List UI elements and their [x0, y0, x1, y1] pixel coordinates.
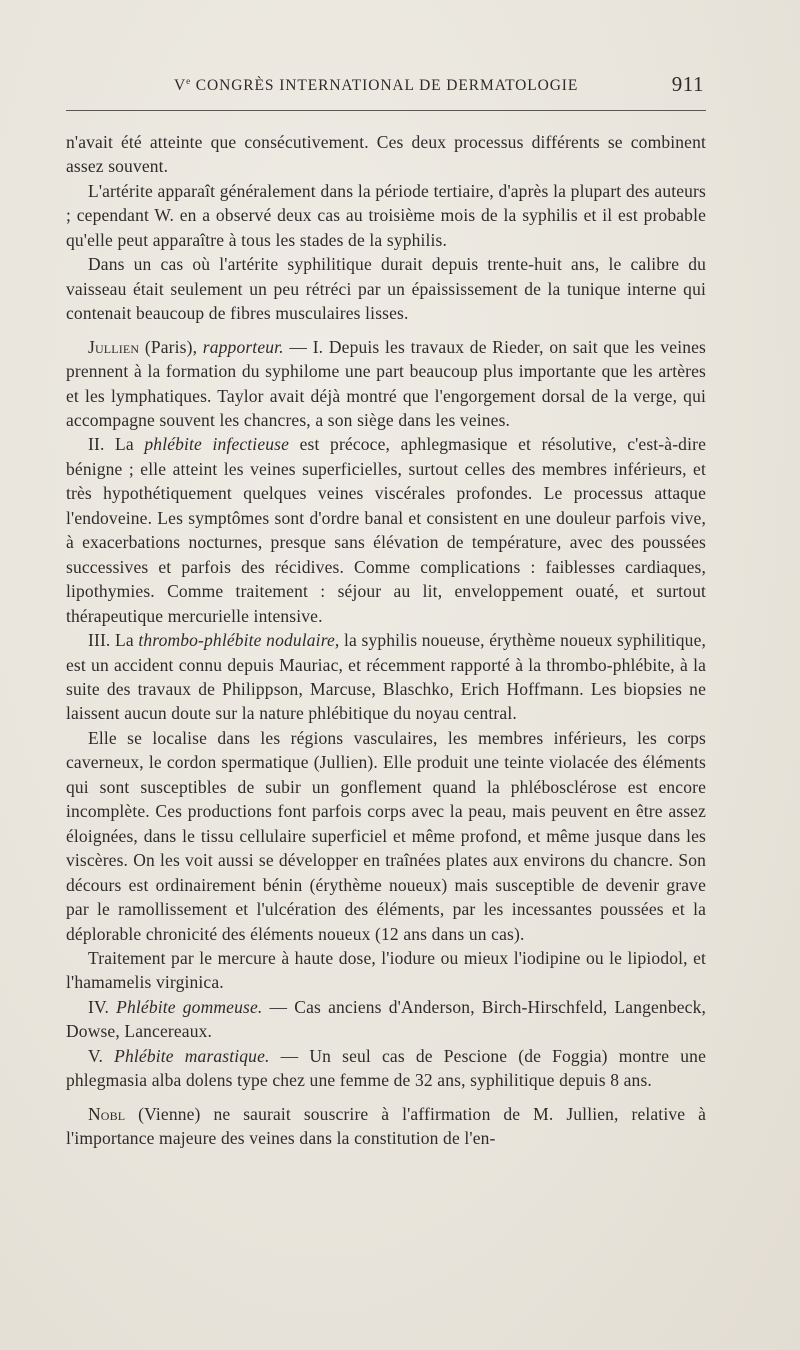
section-number: II. La — [88, 434, 145, 455]
section-number: III. La — [88, 630, 139, 651]
paragraph: Elle se localise dans les régions vasculaires, les membres inférieurs, les corps caverneux, le cordon spermatique (Jullien). Elle produit une teinte violacée des éléments qui sont susceptibles de subir un gonflement quand la phlébosclérose est encore incomplète. Ces productions font parfois corps avec la peau, mais peuvent en être assez éloignées, dans le tissu cellulaire superficiel et même profond, et même jusque dans les viscères. On les voit aussi se développer en traînées plates aux environs du chancre. Son décours est ordinairement bénin (érythème noueux) mais susceptible de devenir grave par le ramollissement et l'ulcération des éléments, par les incessantes poussées et la déplorable chronicité des éléments noueux (12 ans dans un cas). — [66, 727, 706, 944]
section-number: V. — [88, 1045, 115, 1066]
paragraph-text: la syphilis noueuse, érythème noueux syphilitique, est un accident connu depuis Mauriac, et récemment rapporté à la thrombo-phlébite, à la suite des travaux de Philippson, Marcuse, Blaschko, Erich Hoffmann. Les biopsies ne laissent aucun doute sur la nature phlébitique du noyau central. — [66, 630, 707, 724]
section-term: thrombo-phlébite nodulaire, — [138, 630, 340, 651]
page-number: 911 — [671, 72, 704, 96]
section-term: Phlébite marastique. — [114, 1045, 270, 1066]
paragraph: n'avait été atteinte que consécutivement. Ces deux processus différents se combinent assez souvent. — [66, 132, 706, 177]
paragraph: L'artérite apparaît généralement dans la période tertiaire, d'après la plupart des auteurs ; cependant W. en a observé deux cas au troisième mois de la syphilis et il est probable qu'elle peut apparaître à tous les stades de la syphilis. — [66, 180, 706, 250]
author-name: Jullien — [88, 336, 140, 357]
paragraph — [66, 432, 706, 628]
author-place: (Paris), — [139, 336, 203, 357]
paragraph-text: est précoce, aphlegmasique et résolutive, c'est-à-dire bénigne ; elle atteint les veines superficielles, surtout celles des membres inférieurs, et très hypothétiquement quelques veines viscérales profondes. Le processus attaque l'endoveine. Les symptômes sont d'ordre banal et consistent en une douleur parfois vive, à exacerbations nocturnes, presque sans élévation de température, avec des poussées successives et parfois des récidives. Comme complications : faiblesses cardiaques, lipothymies. Comme traitement : séjour au lit, enveloppement ouaté, et surtout thérapeutique mercurielle intensive. — [66, 434, 706, 626]
paragraph — [66, 1102, 706, 1151]
paragraph — [66, 1044, 706, 1093]
paragraph-text: — Un seul cas de Pescione (de Foggia) montre une phlegmasia alba dolens type chez une femme de 32 ans, syphilitique depuis 8 ans. — [66, 1045, 706, 1091]
title-superscript: e — [186, 76, 191, 86]
paragraph: Traitement par le mercure à haute dose, l'iodure ou mieux l'iodipine ou le lipiodol, et l'hamamelis virginica. — [66, 947, 706, 993]
section-term: Phlébite gommeuse. — [116, 996, 263, 1017]
running-title — [174, 76, 578, 95]
paragraph — [66, 995, 706, 1044]
body-text — [66, 130, 706, 1151]
paragraph-text: (Vienne) ne saurait souscrire à l'affirmation de M. Jullien, relative à l'importance majeure des veines dans la constitution de l'en- — [66, 1103, 706, 1149]
title-prefix: V — [174, 77, 187, 95]
paragraph-text: — I. Depuis les travaux de Rieder, on sait que les veines prennent à la formation du syphilome une part beaucoup plus importante que les artères et les lymphatiques. Taylor avait déjà montré que l'engorgement dorsal de la verge, qui accompagne souvent les chancres, a son siège dans les veines. — [66, 336, 706, 430]
paragraph-text: — Cas anciens d'Anderson, Birch-Hirschfeld, Langenbeck, Dowse, Lancereaux. — [66, 996, 706, 1042]
header-rule — [66, 110, 706, 111]
section-term: phlébite infectieuse — [144, 434, 290, 455]
running-header — [66, 70, 706, 104]
author-name: Nobl — [88, 1103, 126, 1124]
paragraph — [66, 628, 706, 726]
paragraph — [66, 335, 706, 433]
section-number: IV. — [88, 996, 117, 1017]
paragraph: Dans un cas où l'artérite syphilitique durait depuis trente-huit ans, le calibre du vaisseau était seulement un peu rétréci par un épaississement de la tunique interne qui contenait beaucoup de fibres musculaires lisses. — [66, 254, 706, 324]
title-rest: CONGRÈS INTERNATIONAL DE DERMATOLOGIE — [191, 77, 579, 95]
author-role: rapporteur. — [202, 336, 284, 357]
